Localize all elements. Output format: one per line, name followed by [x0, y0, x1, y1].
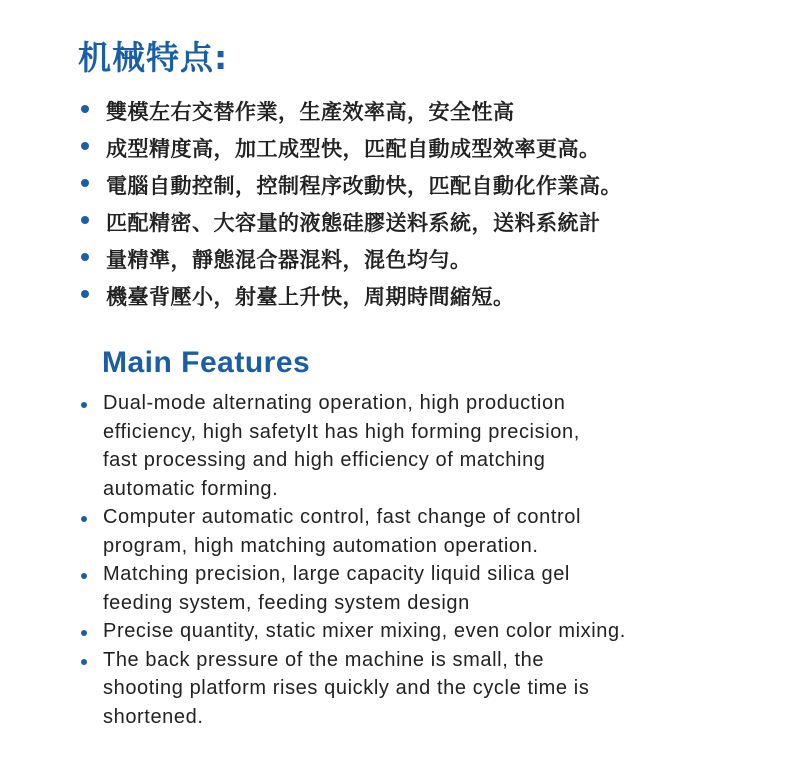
- english-feature-line: Precise quantity, static mixer mixing, even color mixing.: [103, 620, 626, 642]
- chinese-features-section: [78, 36, 778, 316]
- chinese-feature-text: 機臺背壓小，射臺上升快，周期時間縮短。: [106, 285, 515, 309]
- bullet-icon: [81, 630, 87, 636]
- english-feature-list: [78, 389, 778, 731]
- english-feature-item: [78, 503, 778, 560]
- chinese-feature-text: 量精準，靜態混合器混料，混色均勻。: [106, 248, 472, 272]
- english-feature-line: feeding system, feeding system design: [103, 591, 470, 614]
- chinese-feature-item: [78, 205, 778, 242]
- english-feature-item: [78, 389, 778, 503]
- bullet-icon: [81, 105, 89, 113]
- english-feature-item: [78, 617, 778, 646]
- bullet-icon: [81, 142, 89, 150]
- bullet-icon: [81, 516, 87, 522]
- english-feature-line: Dual-mode alternating operation, high production: [103, 392, 566, 414]
- english-feature-line: shooting platform rises quickly and the cycle time is: [103, 677, 590, 699]
- english-section-title: Main Features: [102, 346, 311, 379]
- english-feature-line: Computer automatic control, fast change of control: [103, 506, 582, 528]
- bullet-icon: [81, 573, 87, 579]
- bullet-icon: [81, 253, 89, 261]
- english-feature-line: automatic forming.: [103, 477, 279, 500]
- chinese-feature-text: 電腦自動控制，控制程序改動快，匹配自動化作業高。: [106, 174, 622, 198]
- chinese-feature-text: 成型精度高，加工成型快，匹配自動成型效率更高。: [106, 137, 601, 161]
- chinese-feature-item: [78, 279, 778, 316]
- english-feature-line: The back pressure of the machine is small, the: [103, 648, 545, 671]
- chinese-feature-item: [78, 242, 778, 279]
- english-feature-item: [78, 560, 778, 617]
- chinese-feature-item: [78, 131, 778, 168]
- bullet-icon: [81, 290, 89, 298]
- english-feature-line: Matching precision, large capacity liquid silica gel: [103, 563, 570, 585]
- bullet-icon: [81, 216, 89, 224]
- english-feature-line: efficiency, high safetyIt has high forming precision,: [103, 420, 580, 443]
- chinese-feature-item: [78, 94, 778, 131]
- bullet-icon: [81, 659, 87, 665]
- bullet-icon: [81, 402, 87, 408]
- chinese-feature-text: 雙模左右交替作業，生產效率高，安全性高: [106, 100, 515, 124]
- english-feature-line: program, high matching automation operation.: [103, 534, 539, 557]
- chinese-section-title: 机械特点:: [78, 38, 229, 77]
- chinese-feature-text: 匹配精密、大容量的液態硅膠送料系統，送料系統計: [106, 211, 601, 235]
- english-features-section: [78, 343, 778, 731]
- english-feature-item: [78, 646, 778, 732]
- english-feature-line: shortened.: [103, 705, 204, 728]
- english-feature-line: fast processing and high efficiency of matching: [103, 449, 546, 471]
- chinese-feature-item: [78, 168, 778, 205]
- chinese-feature-list: [78, 94, 778, 316]
- bullet-icon: [81, 179, 89, 187]
